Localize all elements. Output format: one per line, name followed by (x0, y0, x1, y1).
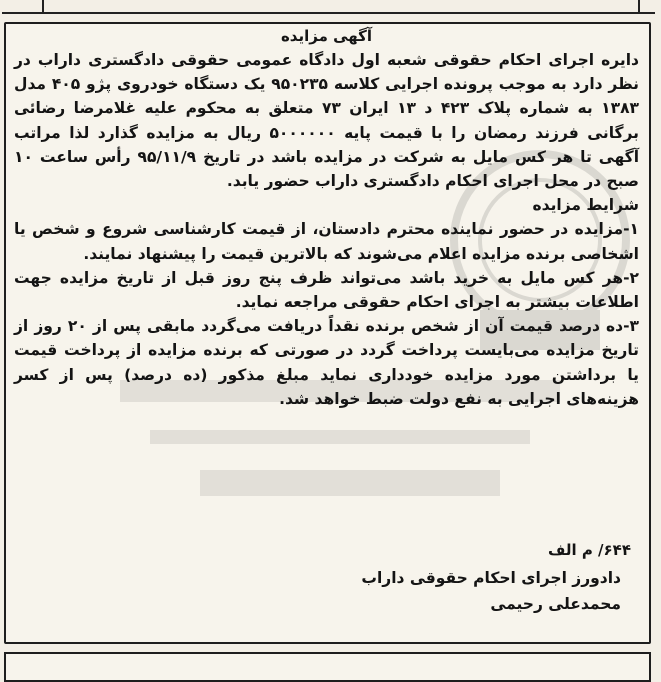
auction-notice (14, 24, 639, 411)
bottom-frame (4, 652, 651, 682)
conditions-title: شرایط مزایده (532, 196, 639, 215)
signature-block (361, 565, 621, 617)
top-rule (2, 12, 655, 14)
notice-intro: دایره اجرای احکام حقوقی شعبه اول دادگاه عمومی حقوقی دادگستری داراب در نظر دارد به موجب پرونده اجرایی کلاسه ۹۵۰۲۳۵ یک دستگاه خودروی پژو ۴۰۵ مدل ۱۳۸۳ به شماره پلاک ۴۲۳ د ۱۳ ایران ۷۳ متعلق به محکوم علیه غلامرضا رضائی برگانی فرزند رمضان را با قیمت پایه ۵۰۰۰۰۰۰ ریال به مزایده گذارد لذا مراتب آگهی تا هر کس مایل به شرکت در مزایده باشد در تاریخ ۹۵/۱۱/۹ رأس ساعت ۱۰ صبح در محل اجرای احکام دادگستری داراب حضور یابد. (14, 51, 640, 191)
signature-name: محمدعلی رحیمی (490, 595, 621, 613)
top-strip (0, 0, 661, 18)
condition-item: ۲-هر کس مایل به خرید باشد می‌تواند ظرف پنج روز قبل از تاریخ مزایده جهت اطلاعات بیشتر به اجرای احکام حقوقی مراجعه نماید. (14, 268, 639, 312)
condition-item: ۱-مزایده در حضور نماینده محترم دادستان، از قیمت کارشناسی شروع و شخص یا اشخاصی برنده مزایده اعلام می‌شوند که بالاترین قیمت را پیشنهاد نمایند. (14, 220, 639, 263)
condition-item: ۳-ده درصد قیمت آن از شخص برنده نقداً دریافت می‌گردد مابقی پس از ۲۰ روز از تاریخ مزایده می‌بایست پرداخت گردد در صورتی که برنده مزایده از پرداخت قیمت یا برداشتن مورد مزایده خودداری نماید مبلغ مذکور (ده درصد) پس از کسر هزینه‌های اجرایی به نفع دولت ضبط خواهد شد. (14, 317, 639, 408)
notice-title: آگهی مزایده (280, 27, 373, 45)
reference-number: ۶۴۴/ م الف (547, 541, 631, 559)
signature-role: دادورز اجرای احکام حقوقی داراب (361, 569, 621, 587)
